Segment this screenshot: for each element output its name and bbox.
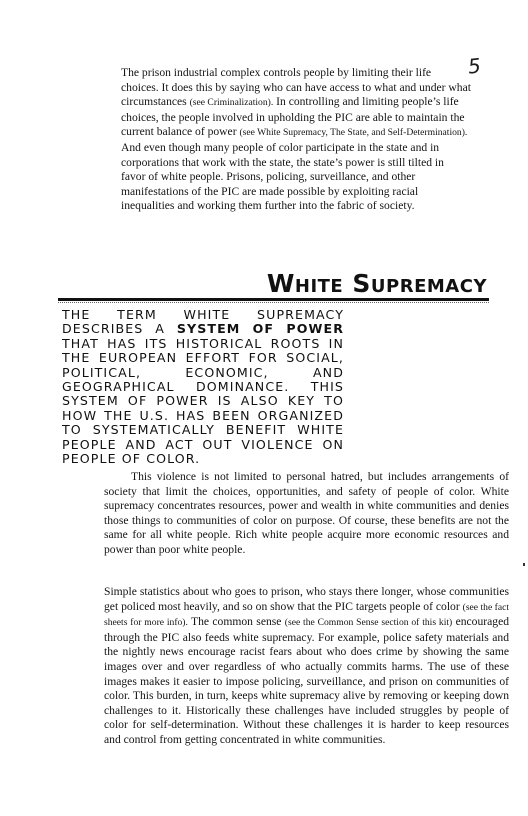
section-heading: White Supremacy xyxy=(266,269,487,298)
intro-text-2: In controlling and limiting people’s life choices, the people involved in upholding the PIC are able to maintain the current balance of power xyxy=(121,95,465,139)
scan-speck xyxy=(523,563,525,566)
callout-emphasis: SYSTEM OF POWER xyxy=(176,321,344,337)
reference-fact-sheets: (see the fact sheets for more info). xyxy=(104,601,509,629)
intro-text-1: The prison industrial complex controls people by limiting their life choices. It does this by saying who can have access to what and under what circumstances xyxy=(121,66,471,109)
body-paragraph-2 xyxy=(104,585,509,748)
callout-text-2: THAT HAS ITS HISTORICAL ROOTS IN THE EUROPEAN EFFORT FOR SOCIAL, POLITICAL, ECONOMIC, AND GEOGRAPHICAL DOMINANCE. THIS SYSTEM OF POWER IS ALSO KEY TO HOW THE U.S. HAS BEEN ORGANIZED TO SYSTEMATICALLY BENEFIT WHITE PEOPLE AND ACT OUT VIOLENCE ON PEOPLE OF COLOR. xyxy=(62,335,344,467)
body-p2-text-2: The common sense xyxy=(187,615,285,629)
reference-common-sense: (see the Common Sense section of this kit) xyxy=(284,617,453,629)
body-paragraph-1: This violence is not limited to personal hatred, but includes arrangements of society that limit the choices, opportunities, and safety of people of color. White supremacy concentrates resources, power and wealth in white communities and denies those things to communities of color on purpose. Of course, these benefits are not the same for all white people. Rich white people acquire more economic resources and power than poor white people. xyxy=(104,470,509,556)
reference-white-supremacy: (see White Supremacy, The State, and Self-Determination). xyxy=(239,127,468,139)
section-heading-block xyxy=(58,265,489,301)
heading-rule-shadow xyxy=(58,301,489,303)
definition-callout xyxy=(62,308,344,466)
reference-criminalization: (see Criminalization). xyxy=(189,97,274,109)
body-p2-text-3: encouraged through the PIC also feeds white supremacy. For example, police safety materials and the nightly news encourage racist fears about who does crime by showing the same images over and over regardless of who actually commits harms. The use of these images makes it easier to impose policing, surveillance, and prison on communities of color. This burden, in turn, keeps white supremacy alive by removing or keeping down challenges to it. Historically these challenges have included struggles by people of color for self-determination. Without these challenges it is harder to keep resources and control from getting concentrated in white communities. xyxy=(104,615,510,746)
page-number: 5 xyxy=(466,53,482,79)
intro-text-3: And even though many people of color participate in the state and in corporations that work with the state, the state’s power is still tilted in favor of white people. Prisons, policing, surveillance, and other manifestations of the PIC are made possible by exploiting racial inequalities and working them further into the fabric of society. xyxy=(121,140,444,213)
body-p2-text-1: Simple statistics about who goes to prison, who stays there longer, whose communities get policed most heavily, and so on show that the PIC targets people of color xyxy=(104,585,509,613)
intro-paragraph xyxy=(121,66,471,214)
callout-text-1: THE TERM WHITE SUPREMACY DESCRIBES A xyxy=(62,307,344,337)
